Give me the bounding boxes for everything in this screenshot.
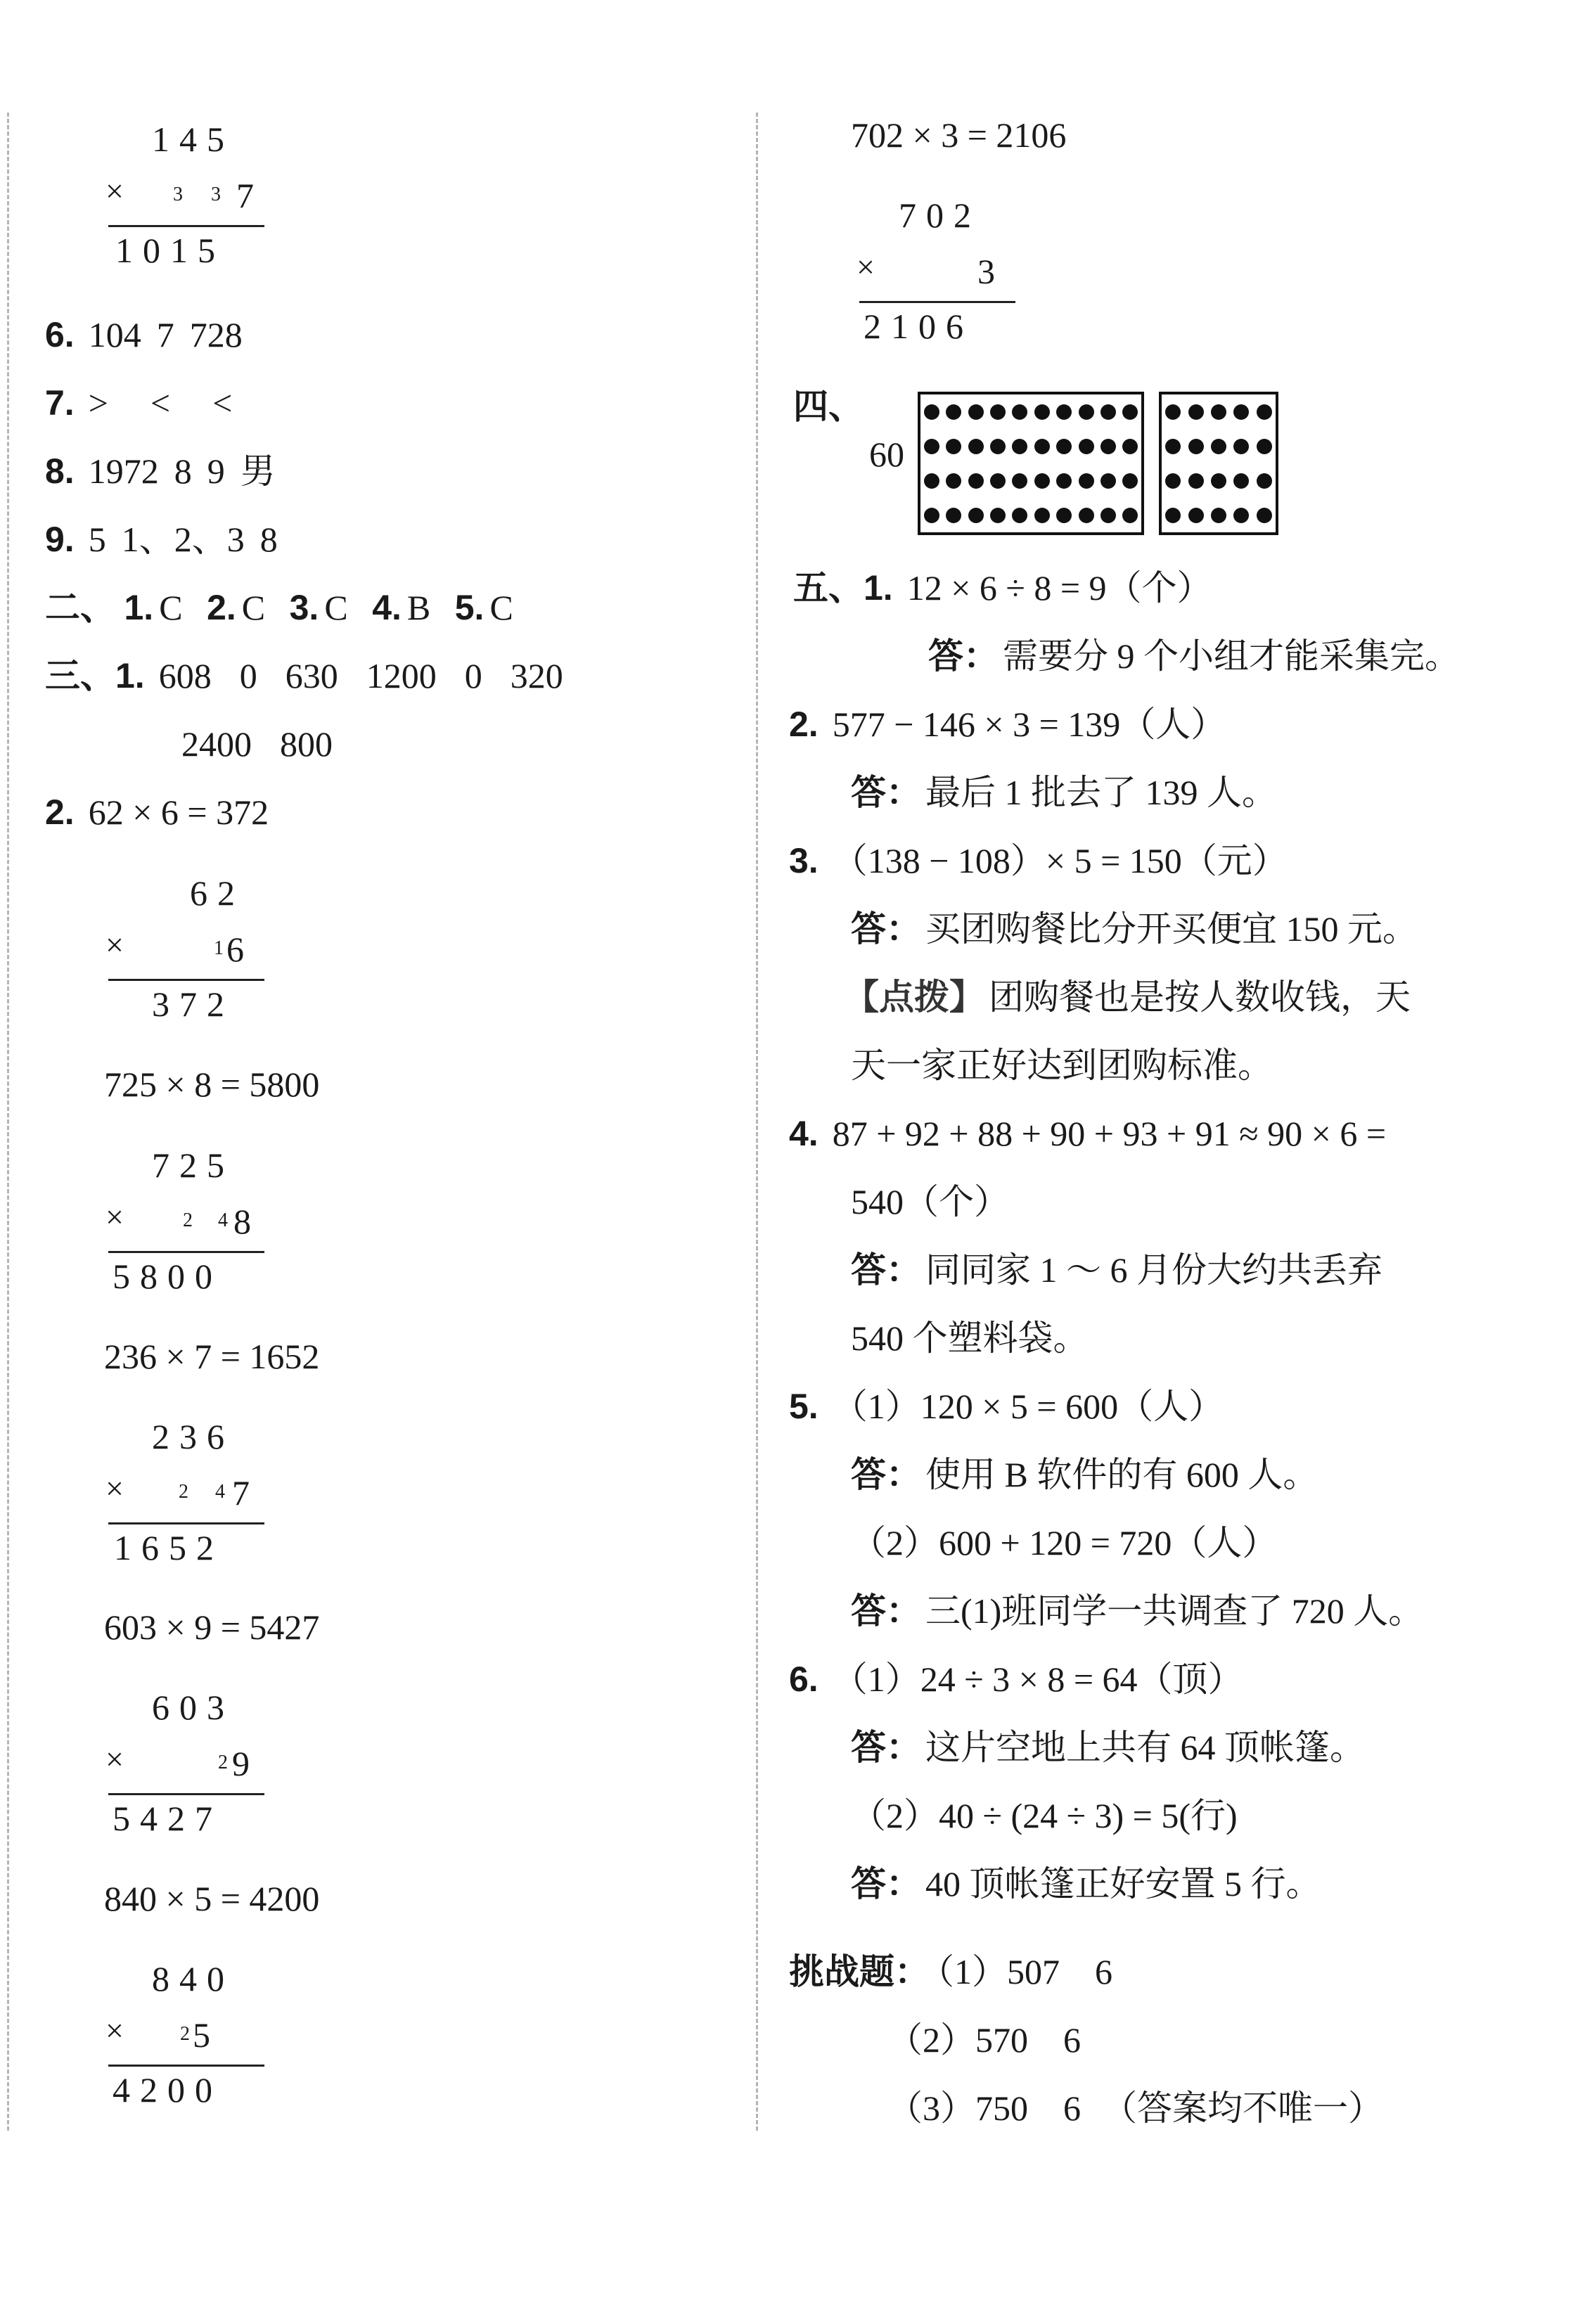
carry-digit: 3 bbox=[173, 184, 183, 205]
result-line bbox=[108, 2065, 264, 2067]
product: 2106 bbox=[864, 307, 973, 346]
times-sign: × bbox=[856, 249, 875, 285]
dot bbox=[1188, 473, 1204, 489]
dot bbox=[1100, 404, 1116, 420]
section-4-label: 四、 bbox=[793, 387, 864, 426]
dot bbox=[1122, 508, 1138, 523]
dot bbox=[1079, 508, 1094, 523]
section-5-q2: 2. 577 − 146 × 3 = 139（人） bbox=[789, 705, 1226, 744]
multiplier: 5 bbox=[193, 2015, 220, 2055]
dot bbox=[946, 439, 961, 454]
dot bbox=[1012, 473, 1027, 489]
multiplicand: 702 bbox=[899, 195, 981, 235]
carry-digit: 2 bbox=[180, 2023, 190, 2045]
dot bbox=[1034, 473, 1050, 489]
multiplier: 3 bbox=[977, 252, 1005, 291]
vertical-multiplication bbox=[105, 1686, 274, 1869]
dot bbox=[968, 404, 984, 420]
times-sign: × bbox=[105, 1470, 124, 1506]
result-line bbox=[859, 301, 1015, 303]
dot bbox=[1257, 404, 1272, 420]
dot bbox=[1012, 404, 1027, 420]
multiplicand: 145 bbox=[152, 120, 234, 159]
equation-725x8: 725 × 8 = 5800 bbox=[104, 1065, 320, 1104]
section-3-row2: 2400 800 bbox=[181, 724, 333, 764]
challenge-2: （2）570 6 bbox=[887, 2020, 1081, 2060]
answer-5-5-1: 答： 使用 B 软件的有 600 人。 bbox=[851, 1455, 1318, 1494]
section-2: 二、 1. C 2. C 3. C 4. B 5. C bbox=[45, 588, 513, 627]
dot bbox=[1079, 473, 1094, 489]
dot bbox=[1012, 508, 1027, 523]
dot bbox=[1056, 473, 1072, 489]
section-5-q4-cont: 540（个） bbox=[851, 1182, 1009, 1221]
dot bbox=[1122, 473, 1138, 489]
dot bbox=[990, 404, 1006, 420]
dot bbox=[1257, 439, 1272, 454]
multiplicand: 62 bbox=[190, 873, 245, 913]
dot bbox=[1233, 404, 1249, 420]
answer-5-2: 答： 最后 1 批去了 139 人。 bbox=[851, 773, 1277, 812]
carry-digit: 3 bbox=[211, 184, 221, 205]
section-5-q6-1: 6. （1）24 ÷ 3 × 8 = 64（顶） bbox=[789, 1659, 1243, 1699]
dot bbox=[990, 473, 1006, 489]
product: 1015 bbox=[115, 231, 225, 270]
dot bbox=[1233, 473, 1249, 489]
section-3-row1: 三、1. 608 0 630 1200 0 320 bbox=[45, 656, 563, 695]
carry-digit: 2 bbox=[183, 1209, 193, 1231]
dot bbox=[1012, 439, 1027, 454]
dot bbox=[1233, 439, 1249, 454]
equation-603x9: 603 × 9 = 5427 bbox=[104, 1607, 320, 1647]
answer-5-3: 答： 买团购餐比分开买便宜 150 元。 bbox=[851, 909, 1418, 949]
multiplier: 6 bbox=[226, 930, 254, 969]
dot bbox=[1079, 439, 1094, 454]
carry-digit: 1 bbox=[214, 937, 224, 959]
dot bbox=[946, 404, 961, 420]
result-line bbox=[108, 225, 264, 227]
dot bbox=[1165, 473, 1181, 489]
dot bbox=[946, 473, 961, 489]
dot bbox=[1034, 404, 1050, 420]
equation-702x3: 702 × 3 = 2106 bbox=[851, 115, 1067, 155]
dot bbox=[924, 404, 939, 420]
question-8: 8. 1972 8 9 男 bbox=[45, 451, 276, 491]
dot bbox=[1211, 508, 1226, 523]
result-line bbox=[108, 1251, 264, 1253]
vertical-multiplication bbox=[105, 872, 274, 1055]
dot bbox=[1056, 439, 1072, 454]
vertical-multiplication bbox=[105, 1415, 274, 1598]
vertical-multiplication bbox=[105, 1958, 274, 2140]
dot bbox=[990, 439, 1006, 454]
challenge-1: 挑战题： （1）507 6 bbox=[789, 1952, 1112, 1991]
equation-840x5: 840 × 5 = 4200 bbox=[104, 1879, 320, 1918]
times-sign: × bbox=[105, 2012, 124, 2048]
dot bbox=[924, 473, 939, 489]
dot bbox=[1100, 473, 1116, 489]
dot-array-large bbox=[918, 392, 1144, 535]
carry-digit: 2 bbox=[179, 1481, 188, 1503]
dot bbox=[1165, 404, 1181, 420]
carry-digit: 4 bbox=[218, 1209, 228, 1231]
result-line bbox=[108, 979, 264, 981]
dot bbox=[1211, 473, 1226, 489]
times-sign: × bbox=[105, 927, 124, 963]
tip-5-3: 【点拨】 团购餐也是按人数收钱，天 bbox=[844, 977, 1411, 1017]
section-5-q4: 4. 87 + 92 + 88 + 90 + 93 + 91 ≈ 90 × 6 = bbox=[789, 1114, 1387, 1153]
dot bbox=[1165, 508, 1181, 523]
section-5-q3: 3. （138 − 108）× 5 = 150（元） bbox=[789, 841, 1288, 880]
dot bbox=[990, 508, 1006, 523]
section-5-q5-1: 5. （1）120 × 5 = 600（人） bbox=[789, 1387, 1224, 1426]
dot bbox=[1188, 404, 1204, 420]
multiplicand: 725 bbox=[152, 1145, 234, 1185]
times-sign: × bbox=[105, 1199, 124, 1235]
answer-5-1: 答： 需要分 9 个小组才能采集完。 bbox=[928, 636, 1460, 676]
section-5-q1: 五、1. 12 × 6 ÷ 8 = 9（个） bbox=[793, 568, 1212, 608]
product: 372 bbox=[152, 984, 234, 1024]
question-9: 9. 5 1、2、3 8 bbox=[45, 520, 278, 559]
dot bbox=[968, 439, 984, 454]
carry-digit: 4 bbox=[215, 1481, 225, 1503]
dot bbox=[1165, 439, 1181, 454]
times-sign: × bbox=[105, 173, 124, 209]
result-line bbox=[108, 1522, 264, 1524]
dot bbox=[1079, 404, 1094, 420]
dot bbox=[968, 473, 984, 489]
dot bbox=[1188, 439, 1204, 454]
result-line bbox=[108, 1793, 264, 1795]
column-divider bbox=[756, 113, 758, 2131]
dot bbox=[924, 439, 939, 454]
multiplicand: 840 bbox=[152, 1959, 234, 1998]
dot bbox=[1100, 439, 1116, 454]
section-4-answer: 60 bbox=[869, 435, 904, 474]
carry-digit: 2 bbox=[218, 1752, 228, 1773]
question-7: 7. > < < bbox=[45, 383, 233, 423]
dot bbox=[1122, 439, 1138, 454]
dot bbox=[1233, 508, 1249, 523]
section-5-q6-2: （2）40 ÷ (24 ÷ 3) = 5(行) bbox=[851, 1796, 1238, 1835]
product: 4200 bbox=[113, 2070, 222, 2110]
product: 5427 bbox=[113, 1799, 222, 1838]
dot bbox=[1122, 404, 1138, 420]
dot bbox=[1211, 404, 1226, 420]
answer-5-4-cont: 540 个塑料袋。 bbox=[851, 1318, 1089, 1358]
answer-5-4: 答： 同同家 1 ～ 6 月份大约共丢弃 bbox=[851, 1250, 1382, 1290]
dot bbox=[924, 508, 939, 523]
tip-5-3-cont: 天一家正好达到团购标准。 bbox=[851, 1046, 1273, 1085]
answer-5-5-2: 答： 三(1)班同学一共调查了 720 人。 bbox=[851, 1591, 1424, 1631]
dot bbox=[1100, 508, 1116, 523]
vertical-multiplication bbox=[105, 118, 274, 301]
multiplier: 7 bbox=[232, 1473, 259, 1513]
vertical-multiplication bbox=[105, 1144, 274, 1327]
multiplicand: 603 bbox=[152, 1688, 234, 1727]
dot bbox=[1034, 439, 1050, 454]
equation-62x6: 2. 62 × 6 = 372 bbox=[45, 792, 269, 832]
dot bbox=[1257, 473, 1272, 489]
multiplier: 8 bbox=[233, 1202, 261, 1241]
dot bbox=[1034, 508, 1050, 523]
dot bbox=[946, 508, 961, 523]
challenge-3: （3）750 6 （答案均不唯一） bbox=[887, 2088, 1383, 2128]
dot-array-small bbox=[1159, 392, 1278, 535]
dot bbox=[1211, 439, 1226, 454]
section-5-q5-2: （2）600 + 120 = 720（人） bbox=[851, 1523, 1278, 1562]
dot bbox=[1188, 508, 1204, 523]
times-sign: × bbox=[105, 1741, 124, 1777]
dot bbox=[1056, 404, 1072, 420]
dot bbox=[1257, 508, 1272, 523]
multiplier: 7 bbox=[236, 176, 264, 215]
answer-5-6-2: 答： 40 顶帐篷正好安置 5 行。 bbox=[851, 1864, 1321, 1904]
dot bbox=[1056, 508, 1072, 523]
product: 5800 bbox=[113, 1257, 222, 1296]
product: 1652 bbox=[114, 1528, 224, 1567]
multiplier: 9 bbox=[232, 1744, 259, 1783]
multiplicand: 236 bbox=[152, 1417, 234, 1456]
vertical-multiplication bbox=[856, 194, 1025, 377]
answer-5-6-1: 答： 这片空地上共有 64 顶帐篷。 bbox=[851, 1728, 1365, 1767]
dot bbox=[968, 508, 984, 523]
question-6: 6. 104 7 728 bbox=[45, 315, 243, 354]
left-margin-line bbox=[7, 113, 9, 2131]
equation-236x7: 236 × 7 = 1652 bbox=[104, 1337, 320, 1376]
